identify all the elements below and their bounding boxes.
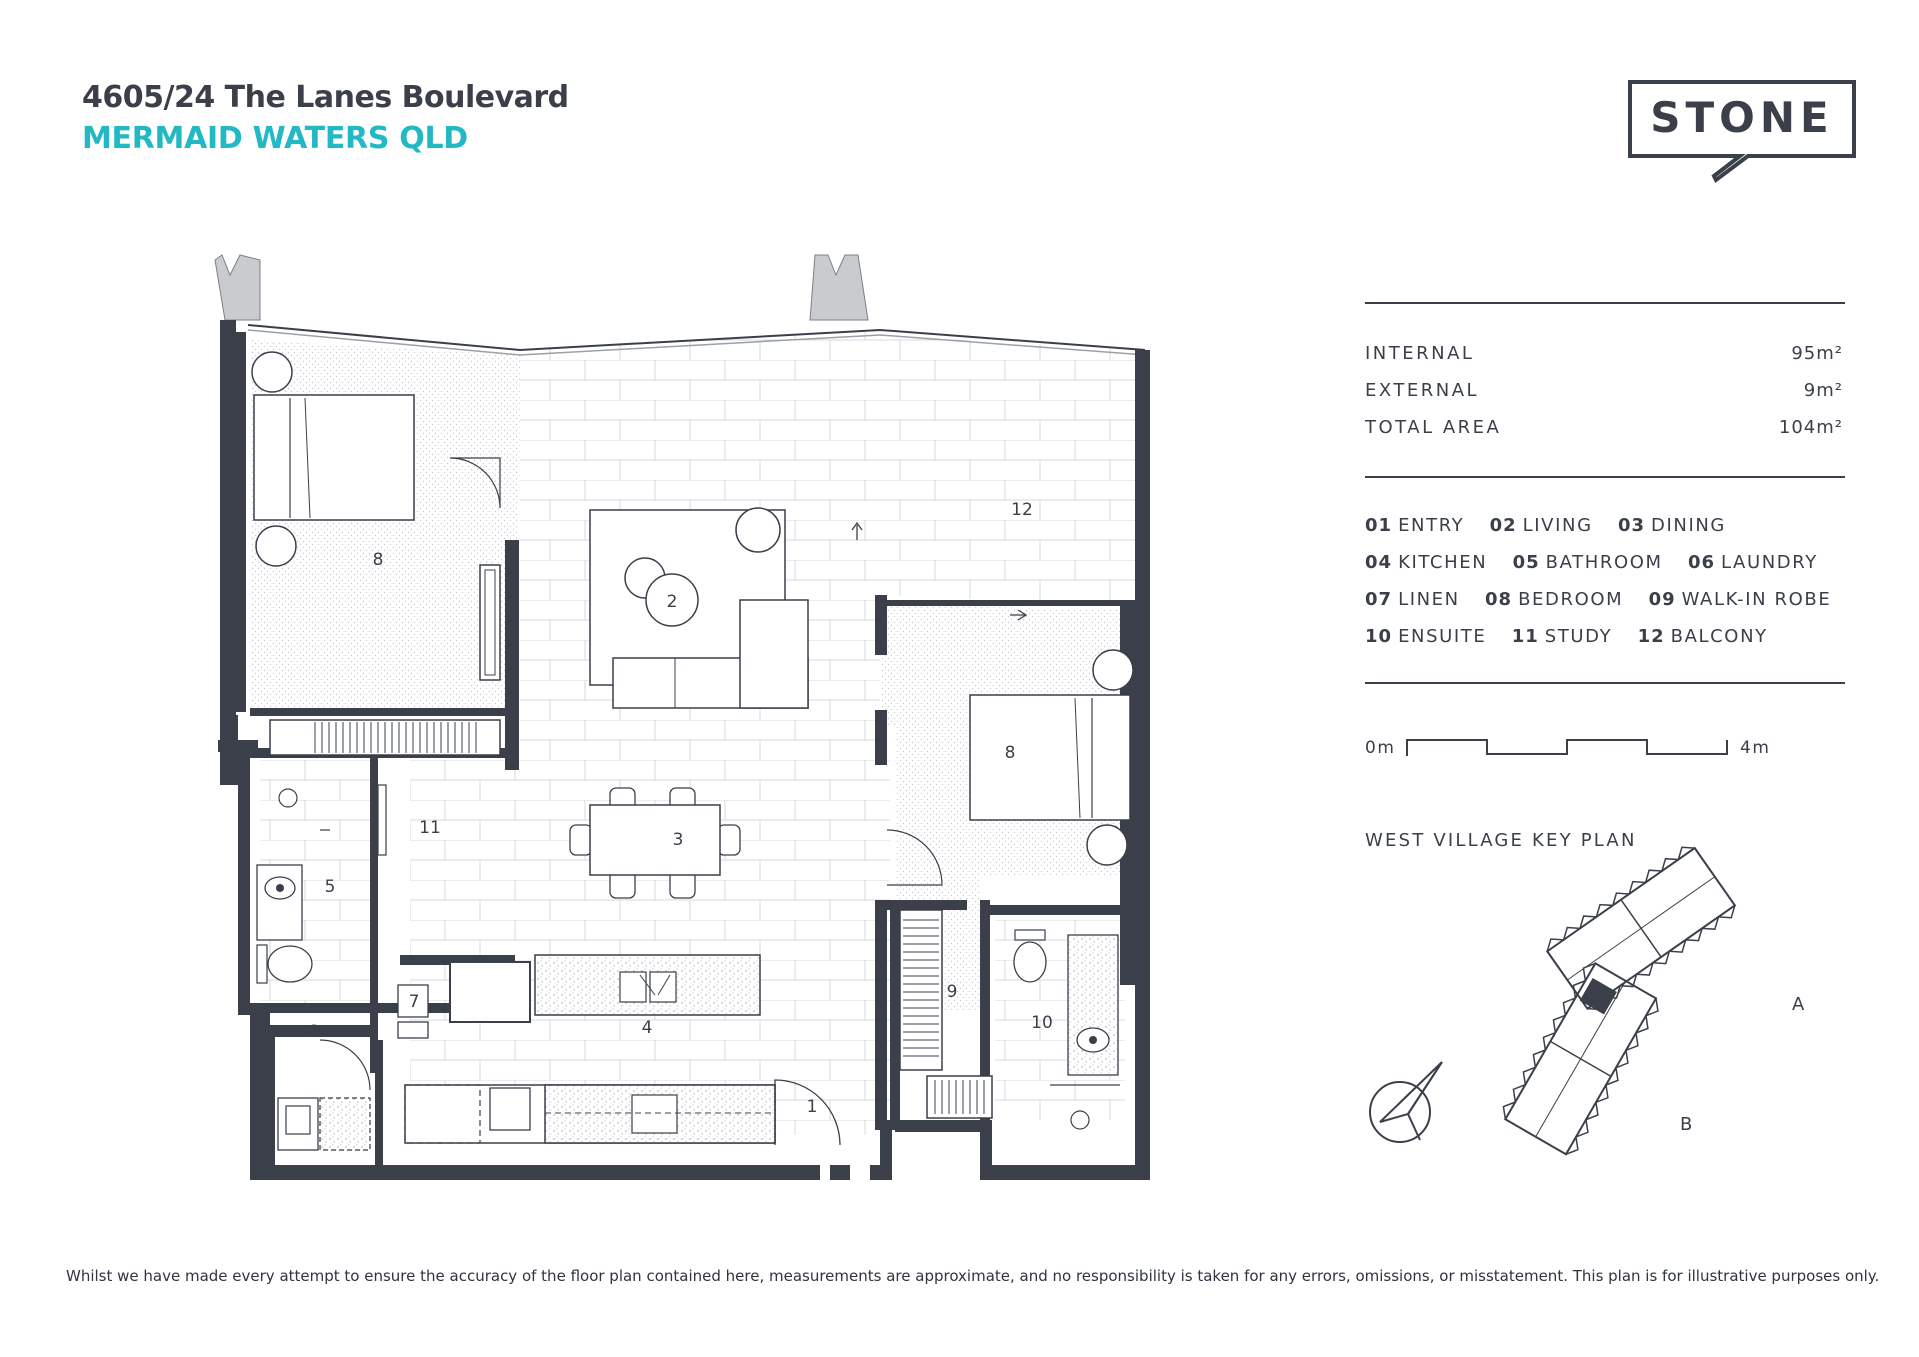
disclaimer: Whilst we have made every attempt to ensure the accuracy of the floor plan contained here, measurements are approximate, and no responsibility is taken for any errors, omissions, or misstatement. This plan is for illustrative purposes only. xyxy=(66,1267,1880,1285)
unit-location-marker xyxy=(1580,978,1617,1015)
room-number-walk-in-robe: 9 xyxy=(946,982,958,1002)
room-number-living: 2 xyxy=(666,592,678,612)
room-number-linen: 7 xyxy=(408,992,420,1012)
divider xyxy=(1365,682,1845,684)
facade-fin xyxy=(810,255,868,320)
legend-name: KITCHEN xyxy=(1398,552,1488,573)
study-desk xyxy=(378,785,386,855)
legend-num: 06 xyxy=(1687,552,1716,573)
stone-logo xyxy=(1628,80,1858,190)
room-number-entry: 1 xyxy=(806,1097,818,1117)
room-number-bedroom-1: 8 xyxy=(372,550,384,570)
legend-num: 04 xyxy=(1365,552,1393,573)
legend-name: LIVING xyxy=(1522,515,1593,536)
room-number-laundry: 6 xyxy=(307,1022,319,1042)
area-internal xyxy=(1365,343,1843,364)
legend-num: 03 xyxy=(1617,515,1646,536)
wardrobe-1 xyxy=(270,720,500,755)
legend-name: BALCONY xyxy=(1670,626,1768,647)
divider xyxy=(1365,302,1845,304)
address-line-1: 4605/24 The Lanes Boulevard xyxy=(82,80,569,115)
room-number-balcony: 12 xyxy=(1011,500,1033,520)
legend-num: 07 xyxy=(1365,589,1393,610)
legend-num: 12 xyxy=(1637,626,1665,647)
building-a-label: A xyxy=(1792,994,1805,1015)
room-number-bedroom-2: 8 xyxy=(1004,743,1016,763)
room-number-bathroom: 5 xyxy=(324,877,336,897)
facade-fin xyxy=(215,255,260,320)
fridge-space xyxy=(450,962,530,1022)
north-arrow-icon xyxy=(1370,1062,1442,1142)
legend-name: ENSUITE xyxy=(1398,626,1487,647)
room-number-study: 11 xyxy=(419,818,441,838)
building-b xyxy=(1498,959,1662,1158)
legend-num: 11 xyxy=(1511,626,1539,647)
legend-row xyxy=(1365,626,1786,647)
room-number-ensuite: 10 xyxy=(1031,1013,1053,1033)
legend-num: 05 xyxy=(1512,552,1540,573)
area-label: EXTERNAL xyxy=(1365,380,1480,401)
legend-num: 02 xyxy=(1489,515,1517,536)
scale-end-label: 4m xyxy=(1740,738,1771,758)
logo-text: STONE xyxy=(1650,93,1834,142)
scale-start-label: 0m xyxy=(1365,738,1396,758)
laundry-fixtures xyxy=(278,1040,370,1150)
legend-row xyxy=(1365,515,1744,536)
building-b-label: B xyxy=(1680,1114,1693,1135)
legend-name: STUDY xyxy=(1544,626,1613,647)
balcony-floor xyxy=(880,335,1135,605)
area-total xyxy=(1365,417,1843,438)
area-value: 95m² xyxy=(1791,343,1843,364)
legend-name: LINEN xyxy=(1398,589,1460,610)
scale-bar xyxy=(1405,736,1735,760)
legend-num: 01 xyxy=(1365,515,1393,536)
legend-name: DINING xyxy=(1651,515,1726,536)
key-plan xyxy=(1350,840,1870,1180)
legend-name: BATHROOM xyxy=(1545,552,1663,573)
address-line-2: MERMAID WATERS QLD xyxy=(82,121,468,156)
divider xyxy=(1365,476,1845,478)
area-value: 9m² xyxy=(1803,380,1843,401)
area-value: 104m² xyxy=(1778,417,1843,438)
room-number-kitchen: 4 xyxy=(641,1018,653,1038)
legend-name: ENTRY xyxy=(1398,515,1465,536)
legend-num: 08 xyxy=(1485,589,1513,610)
legend-num: 10 xyxy=(1365,626,1393,647)
floor-plan xyxy=(200,240,1190,1200)
legend-num: 09 xyxy=(1648,589,1676,610)
legend-name: WALK-IN ROBE xyxy=(1681,589,1832,610)
area-external xyxy=(1365,380,1843,401)
area-label: TOTAL AREA xyxy=(1365,417,1502,438)
legend-row xyxy=(1365,552,1836,573)
kitchen-bench xyxy=(405,1085,775,1143)
header xyxy=(82,80,569,156)
legend-row xyxy=(1365,589,1849,610)
key-plan-title: WEST VILLAGE KEY PLAN xyxy=(1365,830,1637,851)
legend-name: BEDROOM xyxy=(1518,589,1624,610)
room-number-dining: 3 xyxy=(672,830,684,850)
legend-name: LAUNDRY xyxy=(1721,552,1818,573)
area-label: INTERNAL xyxy=(1365,343,1475,364)
kitchen-island xyxy=(535,955,760,1015)
